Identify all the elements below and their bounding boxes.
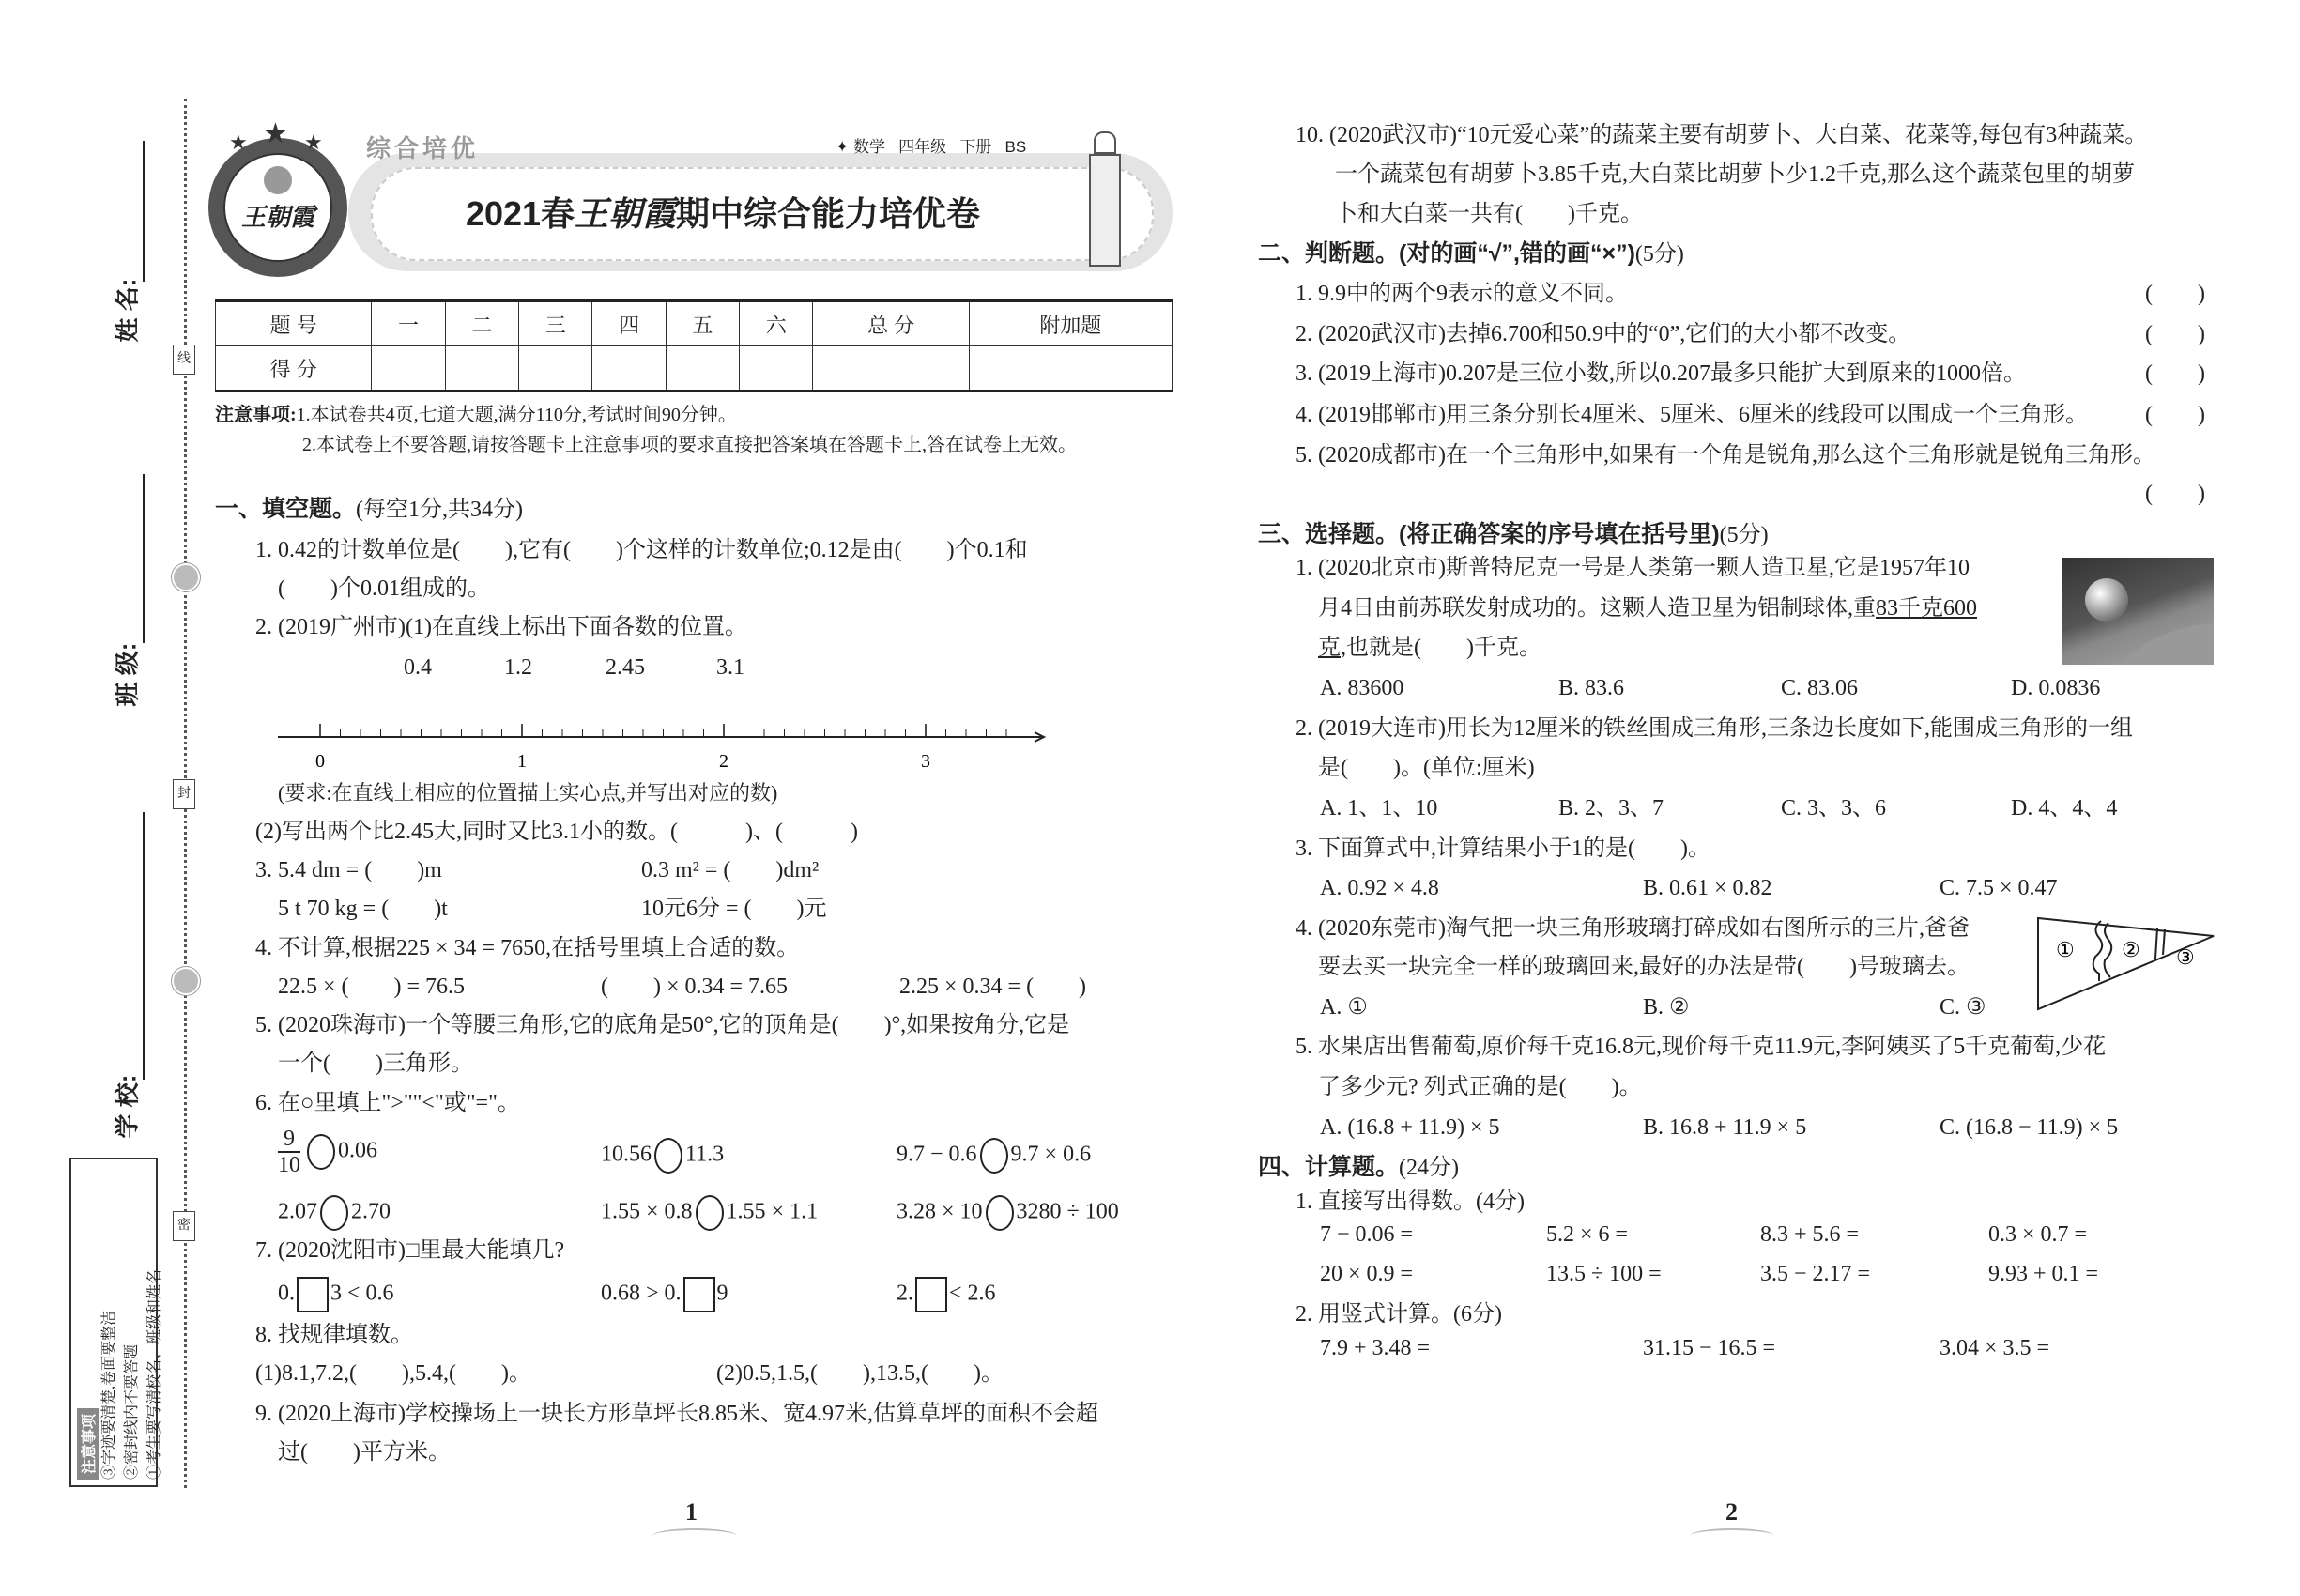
question-10-line-3: 卜和大白菜一共有( )千克。 <box>1335 202 1643 226</box>
number-target: 1.2 <box>504 655 532 680</box>
question-7-items <box>278 1277 1170 1312</box>
score-table <box>215 299 1173 392</box>
score-header-cell: 总 分 <box>813 301 969 346</box>
option-b[interactable]: B. 83.6 <box>1558 676 1625 700</box>
judge-item: 1. 9.9中的两个9表示的意义不同。 <box>1296 282 1628 306</box>
section-title: 三、选择题。(将正确答案的序号填在括号里) <box>1258 521 1720 547</box>
box-right: 9 <box>716 1281 728 1306</box>
calc-item: 13.5 ÷ 100 = <box>1546 1262 1662 1286</box>
question-10-line-1: 10. (2020武汉市)“10元爱心菜”的蔬菜主要有胡萝卜、大白菜、花菜等,每包有3种蔬菜。 <box>1296 123 2148 147</box>
question-9-line-1: 9. (2020上海市)学校操场上一块长方形草坪长8.85米、宽4.97米,估算草坪的面积不会超 <box>255 1402 1098 1426</box>
option-c[interactable]: C. 83.06 <box>1781 676 1859 700</box>
section-title: 四、计算题。 <box>1258 1154 1400 1180</box>
logo-text: 王朝霞 <box>240 204 314 231</box>
judge-item: 3. (2019上海市)0.207是三位小数,所以0.207最多只能扩大到原来的1000倍。 <box>1296 361 2026 386</box>
score-cell[interactable] <box>372 346 445 391</box>
page-ornament <box>652 1528 737 1543</box>
fill-item: ( ) × 0.34 = 7.65 <box>601 974 789 999</box>
compare-circle[interactable] <box>696 1195 724 1231</box>
judge-item: 2. (2020武汉市)去掉6.700和50.9中的“0”,它们的大小都不改变。 <box>1296 322 1911 346</box>
name-input-line[interactable] <box>143 141 145 282</box>
subject: 数学 <box>852 138 885 156</box>
option-a[interactable]: A. (16.8 + 11.9) × 5 <box>1320 1115 1500 1140</box>
volume: 下册 <box>959 138 992 156</box>
fill-item: 2.25 × 0.34 = ( ) <box>899 974 1087 999</box>
score-cell[interactable] <box>813 346 969 391</box>
score-header-cell: 五 <box>666 301 739 346</box>
notice-item: ③字迹要清楚,卷面要整洁 <box>101 1310 117 1480</box>
compare-right: 2.70 <box>351 1199 391 1224</box>
page-ornament <box>1690 1528 1774 1543</box>
question-6: 6. 在○里填上">""<"或"="。 <box>255 1091 520 1115</box>
question-5-line-1: 5. (2020珠海市)一个等腰三角形,它的底角是50°,它的顶角是( )°,如果按角分,它是 <box>255 1013 1070 1037</box>
sparkle-icon: ✦ <box>836 138 853 156</box>
notice-box <box>69 1158 162 1487</box>
judge-answer-paren[interactable]: ( ) <box>2145 361 2205 386</box>
answer-box[interactable] <box>297 1277 329 1312</box>
score-row-label: 得 分 <box>216 346 372 391</box>
calc-item: 7.9 + 3.48 = <box>1320 1336 1431 1360</box>
name-label: 姓 名: <box>113 278 142 343</box>
notice-item: ①考生要写清校名、班级和姓名 <box>146 1268 162 1480</box>
option-b[interactable]: B. 16.8 + 11.9 × 5 <box>1643 1115 1807 1140</box>
choice-q1-line-2 <box>1318 593 1977 623</box>
compare-left: 3.28 × 10 <box>897 1199 983 1224</box>
title-main: 期中综合能力培优卷 <box>676 194 981 233</box>
option-d[interactable]: D. 4、4、4 <box>2011 796 2118 821</box>
choice-q3: 3. 下面算式中,计算结果小于1的是( )。 <box>1296 836 1710 861</box>
calc-item: 3.04 × 3.5 = <box>1940 1336 2050 1360</box>
seal-mark-mi: 密 <box>173 1211 195 1241</box>
vertical-calc-row <box>1320 1333 2212 1363</box>
title-brand: 王朝霞 <box>575 195 677 233</box>
tick-label: 0 <box>315 751 325 772</box>
calc-item: 7 − 0.06 = <box>1320 1222 1414 1247</box>
section-2-heading <box>1258 238 1684 269</box>
glass-piece-label: ② <box>2122 938 2140 961</box>
score-cell[interactable] <box>519 346 592 391</box>
score-header-cell: 一 <box>372 301 445 346</box>
tick-label: 2 <box>719 751 728 772</box>
number-target: 0.4 <box>404 655 432 680</box>
question-2-part-2: (2)写出两个比2.45大,同时又比3.1小的数。( )、( ) <box>255 820 858 844</box>
star-icon: ★ <box>304 130 323 154</box>
question-5-line-2: 一个( )三角形。 <box>278 1051 473 1076</box>
fraction <box>278 1127 300 1177</box>
conversion-item: 10元6分 = ( )元 <box>641 897 827 921</box>
number-target: 2.45 <box>606 655 645 680</box>
compare-right: 11.3 <box>685 1142 725 1167</box>
score-table-header-row <box>216 301 1173 346</box>
calc-item: 8.3 + 5.6 = <box>1760 1222 1860 1247</box>
instructions-line-1 <box>215 400 737 430</box>
calc-q2: 2. 用竖式计算。(6分) <box>1296 1302 1502 1327</box>
seal-circle-icon <box>172 563 200 591</box>
conversion-item: 0.3 m² = ( )dm² <box>641 858 820 882</box>
pattern-item: (1)8.1,7.2,( ),5.4,( )。 <box>255 1361 531 1386</box>
calc-row-2 <box>1320 1259 2212 1289</box>
section-3-heading <box>1258 519 1769 550</box>
text: 月4日由前苏联发射成功的。这颗人造卫星为铝制球体,重 <box>1318 596 1876 621</box>
page-title <box>451 188 995 236</box>
instruction-item: 1.本试卷共4页,七道大题,满分110分,考试时间90分钟。 <box>296 405 737 425</box>
section-4-heading <box>1258 1152 1459 1183</box>
judge-answer-paren[interactable]: ( ) <box>2145 403 2205 427</box>
choice-q5-line-2: 了多少元? 列式正确的是( )。 <box>1318 1075 1642 1099</box>
score-header-cell: 三 <box>519 301 592 346</box>
option-c[interactable]: C. 3、3、6 <box>1781 796 1887 821</box>
choice-q5-line-1: 5. 水果店出售葡萄,原价每千克16.8元,现价每千克11.9元,李阿姨买了5千克葡萄,少花 <box>1296 1035 2107 1059</box>
choice-q3-options <box>1320 873 2212 903</box>
compare-left: 10.56 <box>601 1142 652 1167</box>
compare-right: 9.7 × 0.6 <box>1010 1142 1092 1167</box>
answer-box[interactable] <box>683 1277 715 1312</box>
box-left: 0. <box>278 1281 295 1306</box>
underlined-text: 83千克600 <box>1876 596 1977 621</box>
conversion-item: 3. 5.4 dm = ( )m <box>255 858 442 882</box>
option-d[interactable]: D. 0.0836 <box>2011 676 2101 700</box>
instruction-item: 2.本试卷上不要答题,请按答题卡上注意事项的要求直接把答案填在答题卡上,答在试卷上无效。 <box>302 435 1077 455</box>
option-a[interactable]: A. 83600 <box>1320 676 1404 700</box>
choice-q2-line-2: 是( )。(单位:厘米) <box>1318 756 1535 780</box>
calc-item: 9.93 + 0.1 = <box>1988 1262 2099 1286</box>
fraction-numerator: 9 <box>278 1127 300 1153</box>
lighthouse-icon <box>1089 131 1121 263</box>
compare-right: 0.06 <box>338 1138 377 1163</box>
option-b[interactable]: B. 2、3、7 <box>1558 796 1664 821</box>
section-points: (5分) <box>1719 523 1769 547</box>
question-3-row-1 <box>255 855 820 885</box>
notice-title: 注意事项 <box>77 1408 99 1480</box>
question-1-line-1: 1. 0.42的计数单位是( ),它有( )个这样的计数单位;0.12是由( )个0.1和 <box>255 538 1028 562</box>
calc-item: 0.3 × 0.7 = <box>1988 1222 2088 1247</box>
compare-circle[interactable] <box>654 1138 682 1174</box>
class-label: 班 级: <box>113 642 142 707</box>
option-b[interactable]: B. 0.61 × 0.82 <box>1643 876 1772 900</box>
school-label: 学 校: <box>113 1074 142 1139</box>
page-number: 1 <box>685 1498 698 1526</box>
option-b[interactable]: B. ② <box>1643 995 1690 1020</box>
question-9-line-2: 过( )平方米。 <box>278 1440 451 1465</box>
box-right: < 2.6 <box>949 1281 996 1306</box>
box-left: 2. <box>897 1281 913 1306</box>
calc-q1: 1. 直接写出得数。(4分) <box>1296 1189 1525 1214</box>
score-cell[interactable] <box>740 346 813 391</box>
choice-q4-line-1: 4. (2020东莞市)淘气把一块三角形玻璃打碎成如右图所示的三片,爸爸 <box>1296 916 1970 941</box>
fraction-denominator: 10 <box>278 1153 300 1177</box>
question-2-requirement: (要求:在直线上相应的位置描上实心点,并写出对应的数) <box>278 781 778 805</box>
number-target: 3.1 <box>716 655 744 680</box>
option-a[interactable]: A. ① <box>1320 995 1368 1020</box>
school-input-line[interactable] <box>143 812 145 1080</box>
glass-piece-label: ① <box>2056 938 2075 961</box>
score-cell[interactable] <box>592 346 666 391</box>
compare-right: 3280 ÷ 100 <box>1016 1199 1119 1224</box>
question-3-row-2 <box>278 894 827 924</box>
question-7: 7. (2020沈阳市)□里最大能填几? <box>255 1238 565 1263</box>
score-cell[interactable] <box>666 346 739 391</box>
score-cell[interactable] <box>969 346 1172 391</box>
edition: BS <box>1004 138 1027 156</box>
compare-left: 9.7 − 0.6 <box>897 1142 977 1167</box>
question-10-line-2: 一个蔬菜包有胡萝卜3.85千克,大白菜比胡萝卜少1.2千克,那么这个蔬菜包里的胡萝 <box>1335 162 2135 187</box>
option-a[interactable]: A. 1、1、10 <box>1320 796 1438 821</box>
judge-answer-paren[interactable]: ( ) <box>2145 282 2205 306</box>
section-title: 二、判断题。(对的画“√”,错的画“×”) <box>1258 240 1635 267</box>
title-year: 2021春 <box>465 194 575 233</box>
choice-q1-options <box>1320 673 2212 703</box>
choice-q2-options <box>1320 793 2212 823</box>
question-8: 8. 找规律填数。 <box>255 1323 413 1347</box>
compare-circle[interactable] <box>307 1134 335 1170</box>
score-cell[interactable] <box>445 346 518 391</box>
seal-circle-icon <box>172 967 200 995</box>
calc-item: 31.15 − 16.5 = <box>1643 1336 1776 1360</box>
option-c[interactable]: C. (16.8 − 11.9) × 5 <box>1940 1115 2119 1140</box>
question-4-items <box>278 972 1170 1002</box>
star-icon: ★ <box>229 130 248 154</box>
notice-item: ②密封线内不要答题 <box>124 1343 140 1480</box>
number-line[interactable] <box>272 714 1061 779</box>
section-points: (24分) <box>1399 1156 1459 1180</box>
score-table-score-row <box>216 346 1173 391</box>
satellite-image <box>2062 558 2214 665</box>
choice-q2-line-1: 2. (2019大连市)用长为12厘米的铁丝围成三角形,三条边长度如下,能围成三角形的一组 <box>1296 716 2133 741</box>
glass-piece-label: ③ <box>2176 945 2195 969</box>
box-right: 3 < 0.6 <box>330 1281 394 1306</box>
question-8-items <box>255 1358 1147 1389</box>
choice-q4-line-2: 要去买一块完全一样的玻璃回来,最好的办法是带( )号玻璃去。 <box>1318 955 1970 979</box>
page-number: 2 <box>1725 1498 1738 1526</box>
instructions-label: 注意事项: <box>215 405 297 425</box>
calc-item: 3.5 − 2.17 = <box>1760 1262 1871 1286</box>
tick-label: 1 <box>517 751 527 772</box>
series-label: 综合培优 <box>366 134 480 162</box>
option-c[interactable]: C. 7.5 × 0.47 <box>1940 876 2058 900</box>
choice-q1-line-3 <box>1318 633 1541 663</box>
pattern-item: (2)0.5,1.5,( ),13.5,( )。 <box>716 1361 1004 1386</box>
answer-box[interactable] <box>915 1277 947 1312</box>
compare-left: 1.55 × 0.8 <box>601 1199 693 1224</box>
fill-item: 22.5 × ( ) = 76.5 <box>278 974 466 999</box>
judge-answer-paren[interactable]: ( ) <box>2145 322 2205 346</box>
option-c[interactable]: C. ③ <box>1940 995 1986 1020</box>
calc-row-1 <box>1320 1220 2212 1250</box>
score-header-cell: 四 <box>592 301 666 346</box>
compare-circle[interactable] <box>980 1138 1008 1174</box>
question-4: 4. 不计算,根据225 × 34 = 7650,在括号里填上合适的数。 <box>255 936 800 960</box>
compare-right: 1.55 × 1.1 <box>726 1199 819 1224</box>
question-1-line-2: ( )个0.01组成的。 <box>278 576 490 601</box>
underlined-text: 克 <box>1318 636 1341 660</box>
text: ,也就是( )千克。 <box>1341 636 1541 660</box>
section-points: (5分) <box>1634 242 1684 267</box>
compare-left: 2.07 <box>278 1199 317 1224</box>
seal-mark-xian: 线 <box>173 345 195 375</box>
class-input-line[interactable] <box>143 474 145 643</box>
question-6-row-1 <box>278 1127 1170 1183</box>
conversion-item: 5 t 70 kg = ( )t <box>278 897 448 921</box>
tick-label: 3 <box>921 751 930 772</box>
judge-item: 5. (2020成都市)在一个三角形中,如果有一个角是锐角,那么这个三角形就是锐角三角形。 <box>1296 443 2155 468</box>
question-6-row-2 <box>278 1195 1170 1231</box>
choice-q4-options <box>1320 992 2212 1022</box>
judge-answer-paren[interactable]: ( ) <box>2145 482 2205 506</box>
box-left: 0.68 > 0. <box>601 1281 682 1306</box>
compare-circle[interactable] <box>986 1195 1014 1231</box>
choice-q1-line-1: 1. (2020北京市)斯普特尼克一号是人类第一颗人造卫星,它是1957年10 <box>1296 556 1970 580</box>
section-points: (每空1分,共34分) <box>356 498 523 522</box>
score-header-cell: 附加题 <box>969 301 1172 346</box>
calc-item: 20 × 0.9 = <box>1320 1262 1414 1286</box>
judge-item: 4. (2019邯郸市)用三条分别长4厘米、5厘米、6厘米的线段可以围成一个三角形。 <box>1296 403 2088 427</box>
calc-item: 5.2 × 6 = <box>1546 1222 1629 1247</box>
score-header-cell: 六 <box>740 301 813 346</box>
section-title: 一、填空题。 <box>215 496 357 522</box>
score-header-cell: 二 <box>445 301 518 346</box>
grade: 四年级 <box>898 138 947 156</box>
subject-line <box>836 133 1026 157</box>
seal-mark-feng: 封 <box>173 779 195 809</box>
choice-q5-options <box>1320 1113 2212 1143</box>
logo-portrait-icon <box>264 166 292 194</box>
question-2: 2. (2019广州市)(1)在直线上标出下面各数的位置。 <box>255 615 747 639</box>
compare-circle[interactable] <box>320 1195 348 1231</box>
option-a[interactable]: A. 0.92 × 4.8 <box>1320 876 1439 900</box>
score-header-cell: 题 号 <box>216 301 372 346</box>
star-icon: ★ <box>263 118 288 149</box>
section-1-heading <box>215 494 523 525</box>
logo <box>208 118 347 277</box>
